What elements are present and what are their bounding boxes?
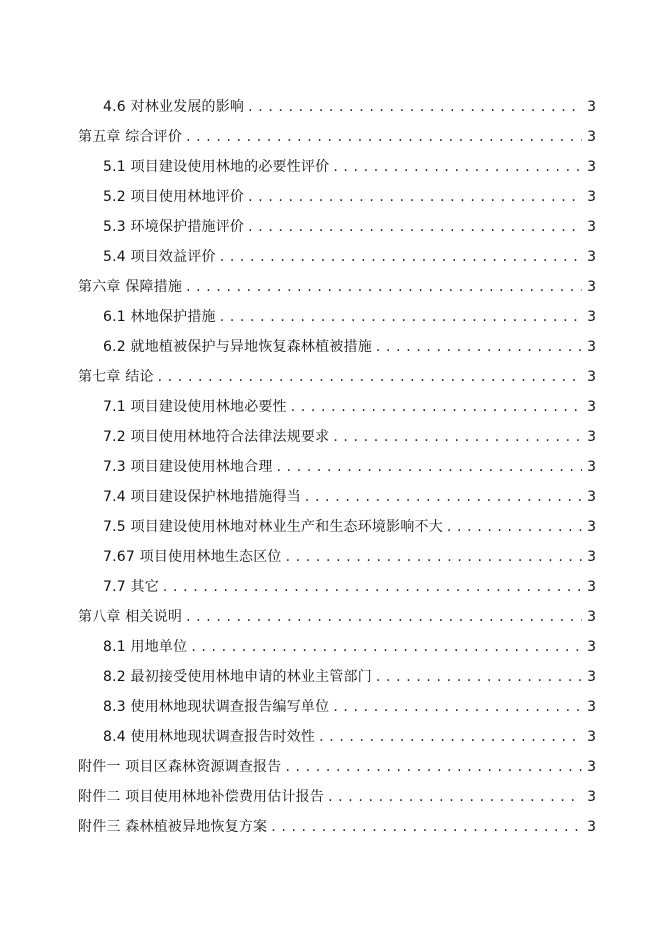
toc-entry-label: 7.5 项目建设使用林地对林业生产和生态环境影响不大	[103, 519, 443, 535]
toc-dot-leader	[285, 752, 582, 782]
toc-entry-page-number: 3	[587, 519, 596, 535]
toc-entry-page-number: 3	[587, 789, 596, 805]
toc-entry-label: 8.2 最初接受使用林地申请的林业主管部门	[103, 669, 372, 685]
toc-dot-leader	[158, 362, 582, 392]
toc-entry[interactable]	[78, 782, 596, 812]
toc-entry-page-number: 3	[587, 339, 596, 355]
toc-entry[interactable]	[78, 812, 596, 842]
toc-entry[interactable]	[78, 272, 596, 302]
toc-entry-label: 8.4 使用林地现状调查报告时效性	[103, 729, 316, 745]
toc-entry-page-number: 3	[587, 669, 596, 685]
toc-entry-label: 7.7 其它	[103, 579, 159, 595]
toc-entry-label: 7.67 项目使用林地生态区位	[103, 549, 282, 565]
toc-entry-page-number: 3	[587, 249, 596, 265]
toc-entry-label: 附件三 森林植被异地恢复方案	[78, 819, 268, 835]
toc-entry-page-number: 3	[587, 819, 596, 835]
toc-entry-page-number: 3	[587, 609, 596, 625]
toc-entry[interactable]	[78, 602, 596, 632]
toc-entry-page-number: 3	[587, 219, 596, 235]
toc-entry-label: 附件一 项目区森林资源调查报告	[78, 759, 282, 775]
toc-entry-page-number: 3	[587, 399, 596, 415]
toc-dot-leader	[333, 692, 582, 722]
toc-dot-leader	[186, 602, 582, 632]
toc-entry-page-number: 3	[587, 309, 596, 325]
toc-dot-leader	[186, 122, 582, 152]
toc-entry[interactable]	[78, 752, 596, 782]
toc-entry-page-number: 3	[587, 579, 596, 595]
toc-entry[interactable]	[78, 182, 596, 212]
toc-entry-page-number: 3	[587, 489, 596, 505]
toc-entry[interactable]	[78, 332, 596, 362]
toc-entry-page-number: 3	[587, 699, 596, 715]
toc-entry[interactable]	[78, 632, 596, 662]
toc-entry-label: 第七章 结论	[78, 369, 154, 385]
toc-dot-leader	[286, 542, 582, 572]
toc-entry[interactable]	[78, 692, 596, 722]
toc-entry-label: 6.1 林地保护措施	[103, 309, 216, 325]
toc-entry-label: 5.4 项目效益评价	[103, 249, 216, 265]
toc-entry-label: 第六章 保障措施	[78, 279, 183, 295]
toc-entry-page-number: 3	[587, 159, 596, 175]
toc-entry-label: 7.3 项目建设使用林地合理	[103, 459, 273, 475]
toc-entry-label: 4.6 对林业发展的影响	[103, 99, 245, 115]
toc-dot-leader	[186, 272, 582, 302]
toc-entry-label: 7.1 项目建设使用林地必要性	[103, 399, 287, 415]
toc-entry-page-number: 3	[587, 99, 596, 115]
toc-dot-leader	[163, 572, 582, 602]
toc-entry-page-number: 3	[587, 759, 596, 775]
toc-entry-page-number: 3	[587, 639, 596, 655]
toc-dot-leader	[291, 392, 582, 422]
toc-entry[interactable]	[78, 662, 596, 692]
toc-entry-label: 8.3 使用林地现状调查报告编写单位	[103, 699, 330, 715]
toc-entry-label: 第五章 综合评价	[78, 129, 183, 145]
toc-entry-page-number: 3	[587, 459, 596, 475]
toc-dot-leader	[248, 182, 582, 212]
toc-entry[interactable]	[78, 362, 596, 392]
toc-dot-leader	[319, 722, 582, 752]
toc-dot-leader	[248, 212, 582, 242]
toc-dot-leader	[305, 482, 582, 512]
toc-entry[interactable]	[78, 482, 596, 512]
toc-dot-leader	[333, 152, 582, 182]
toc-entry[interactable]	[78, 92, 596, 122]
toc-entry[interactable]	[78, 572, 596, 602]
toc-entry-page-number: 3	[587, 129, 596, 145]
toc-dot-leader	[271, 812, 582, 842]
toc-entry-page-number: 3	[587, 429, 596, 445]
toc-entry[interactable]	[78, 302, 596, 332]
toc-entry-label: 6.2 就地植被保护与异地恢复森林植被措施	[103, 339, 372, 355]
toc-entry-label: 第八章 相关说明	[78, 609, 183, 625]
toc-entry-page-number: 3	[587, 729, 596, 745]
toc-entry[interactable]	[78, 512, 596, 542]
toc-dot-leader	[220, 302, 582, 332]
toc-entry-page-number: 3	[587, 549, 596, 565]
toc-entry[interactable]	[78, 422, 596, 452]
toc-entry[interactable]	[78, 392, 596, 422]
toc-entry-label: 7.4 项目建设保护林地措施得当	[103, 489, 301, 505]
toc-dot-leader	[376, 332, 582, 362]
toc-entry[interactable]	[78, 122, 596, 152]
toc-entry-page-number: 3	[587, 369, 596, 385]
toc-entry-label: 附件二 项目使用林地补偿费用估计报告	[78, 789, 325, 805]
toc-entry[interactable]	[78, 242, 596, 272]
toc-dot-leader	[333, 422, 582, 452]
toc-dot-leader	[277, 452, 582, 482]
toc-dot-leader	[328, 782, 582, 812]
toc-entry-page-number: 3	[587, 279, 596, 295]
toc-entry-label: 8.1 用地单位	[103, 639, 188, 655]
toc-dot-leader	[447, 512, 582, 542]
toc-entry-label: 7.2 项目使用林地符合法律法规要求	[103, 429, 330, 445]
toc-entry[interactable]	[78, 212, 596, 242]
toc-dot-leader	[220, 242, 582, 272]
toc-entry-page-number: 3	[587, 189, 596, 205]
toc-entry[interactable]	[78, 152, 596, 182]
toc-entry[interactable]	[78, 722, 596, 752]
toc-entry[interactable]	[78, 452, 596, 482]
toc-entry[interactable]	[78, 542, 596, 572]
toc-dot-leader	[376, 662, 582, 692]
toc-entry-label: 5.3 环境保护措施评价	[103, 219, 245, 235]
toc-dot-leader	[248, 92, 582, 122]
toc-dot-leader	[191, 632, 582, 662]
table-of-contents	[78, 92, 596, 842]
toc-entry-label: 5.2 项目使用林地评价	[103, 189, 245, 205]
toc-entry-label: 5.1 项目建设使用林地的必要性评价	[103, 159, 330, 175]
